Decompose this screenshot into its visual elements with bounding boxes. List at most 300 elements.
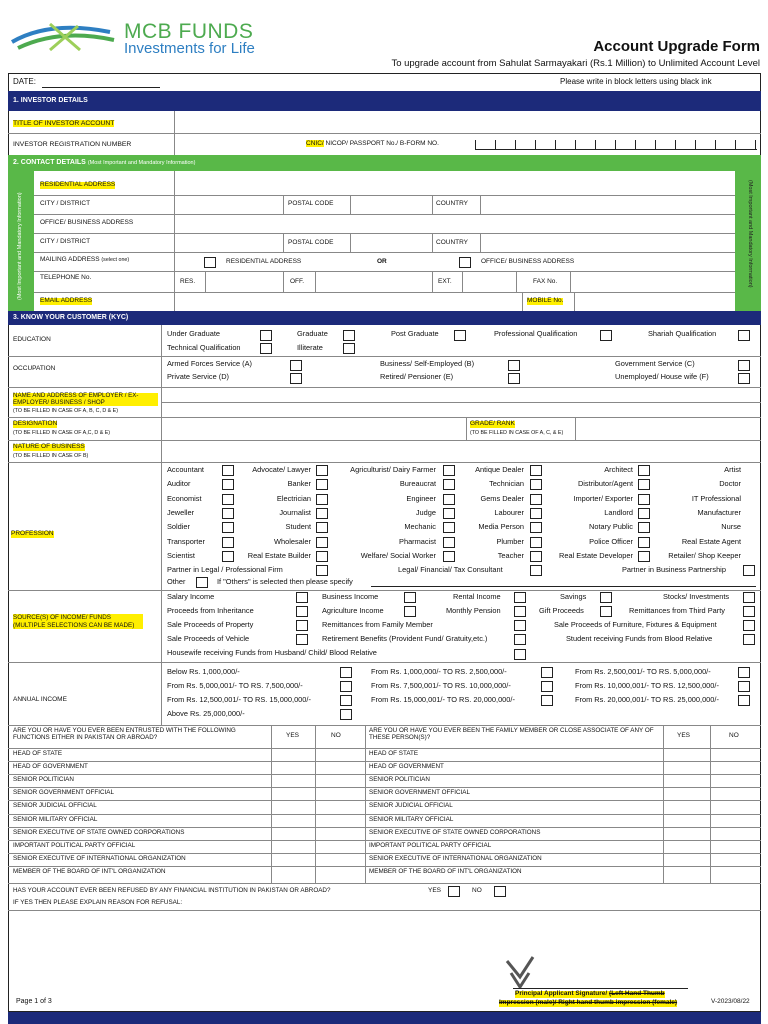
income-checkbox[interactable] [738, 695, 750, 706]
prof-checkbox[interactable] [638, 537, 650, 548]
pep-role: HEAD OF GOVERNMENT [13, 763, 88, 771]
prof-opt: Partner in Legal / Professional Firm [167, 565, 283, 574]
edu-opt: Graduate [297, 329, 328, 338]
prof-checkbox[interactable] [316, 465, 328, 476]
off-label: OFF. [290, 278, 305, 285]
edu-opt: Illiterate [297, 343, 323, 352]
cnic-input-boxes[interactable] [475, 140, 757, 150]
pep-row-divider [8, 748, 761, 749]
income-checkbox[interactable] [738, 681, 750, 692]
edu-opt: Under Graduate [167, 329, 220, 338]
prof-checkbox[interactable] [638, 465, 650, 476]
occ-opt: Business/ Self-Employed (B) [380, 359, 475, 368]
col-divider [516, 271, 517, 292]
source-opt: Remittances from Family Member [322, 620, 433, 629]
source-opt: Sale Proceeds of Vehicle [167, 634, 250, 643]
row-divider [34, 271, 735, 272]
pep-yes-cell[interactable] [272, 854, 314, 865]
ext-label: EXT. [438, 278, 452, 285]
pep-associate-no-cell[interactable] [711, 788, 760, 799]
col-divider [350, 195, 351, 214]
label-col-divider [161, 325, 162, 725]
pep-no-header: NO [331, 732, 341, 739]
pep-associate-no-cell[interactable] [711, 762, 760, 773]
pep-row-divider [8, 814, 761, 815]
prof-checkbox[interactable] [222, 537, 234, 548]
section-contact-details [13, 159, 195, 167]
source-opt: Student receiving Funds from Blood Relative [566, 634, 713, 643]
pep-no-cell[interactable] [316, 841, 364, 852]
nature-note: (TO BE FILLED IN CASE OF B) [13, 453, 89, 459]
pep-associate-yes-cell[interactable] [664, 788, 709, 799]
prof-opt: Real Estate Agent [681, 536, 741, 546]
form-subtitle: To upgrade account from Sahulat Sarmayakari (Rs.1 Million) to Unlimited Account Level [391, 58, 760, 69]
or-label: OR [377, 258, 387, 265]
refused-yes-checkbox[interactable] [448, 886, 460, 897]
refused-no-checkbox[interactable] [494, 886, 506, 897]
prof-checkbox[interactable] [222, 551, 234, 562]
prof-checkbox[interactable] [638, 551, 650, 562]
sources-label: SOURCE(S) OF INCOME/ FUNDS (MULTIPLE SELECTIONS CAN BE MADE) [13, 614, 143, 629]
row-divider [8, 356, 761, 357]
mcb-logo [10, 20, 280, 60]
mailing-address-label [40, 257, 129, 264]
prof-opt: Transporter [167, 536, 205, 546]
source-opt: Savings [560, 592, 587, 601]
prof-opt: Jeweller [167, 507, 195, 517]
prof-opt: Media Person [478, 522, 524, 532]
prof-opt: Manufacturer [697, 507, 741, 517]
prof-opt: Police Officer [589, 536, 633, 546]
prof-opt: Mechanic [404, 522, 436, 532]
residential-address-label: RESIDENTIAL ADDRESS [40, 181, 116, 188]
prof-other-checkbox[interactable] [196, 577, 208, 588]
pep-role-associate: HEAD OF STATE [369, 750, 419, 757]
occ-checkbox[interactable] [738, 360, 750, 371]
prof-opt: Doctor [719, 479, 741, 489]
pep-associate-no-cell[interactable] [711, 815, 760, 826]
pep-role: SENIOR EXECUTIVE OF STATE OWNED CORPORATIONS [13, 828, 185, 836]
source-checkbox[interactable] [743, 620, 755, 631]
prof-checkbox[interactable] [743, 565, 755, 576]
pep-yes-cell[interactable] [272, 749, 314, 760]
prof-opt: Importer/ Exporter [573, 493, 633, 503]
row-divider [34, 292, 735, 293]
edu-checkbox[interactable] [343, 330, 355, 341]
pep-role-associate: MEMBER OF THE BOARD OF INT'L ORGANIZATION [369, 867, 522, 875]
col-divider [283, 271, 284, 292]
prof-opt: Real Estate Developer [559, 550, 633, 560]
prof-opt: Soldier [167, 522, 191, 532]
bottom-bar [8, 1012, 761, 1024]
pep-associate-no-cell[interactable] [711, 775, 760, 786]
source-checkbox[interactable] [743, 592, 755, 603]
col-divider [574, 292, 575, 311]
profession-label: PROFESSION [11, 530, 54, 537]
source-checkbox[interactable] [743, 606, 755, 617]
prof-checkbox[interactable] [638, 508, 650, 519]
source-opt: Sale Proceeds of Property [167, 620, 254, 629]
prof-opt: Plumber [496, 536, 524, 546]
edu-checkbox[interactable] [454, 330, 466, 341]
prof-checkbox[interactable] [530, 494, 542, 505]
prof-checkbox[interactable] [530, 565, 542, 576]
signature-check-icon [505, 955, 535, 989]
source-opt: Housewife receiving Funds from Husband/ Child/ Blood Relative [167, 648, 377, 657]
source-checkbox[interactable] [514, 620, 526, 631]
section-kyc: 3. KNOW YOUR CUSTOMER (KYC) [8, 311, 761, 325]
pep-associate-yes-cell[interactable] [664, 762, 709, 773]
source-opt: Agriculture Income [322, 606, 384, 615]
income-opt: Below Rs. 1,000,000/- [167, 667, 240, 676]
prof-checkbox[interactable] [316, 565, 328, 576]
pep-no-cell[interactable] [316, 788, 364, 799]
mailing-office-checkbox[interactable] [459, 257, 471, 268]
source-checkbox[interactable] [296, 634, 308, 645]
nature-label: NATURE OF BUSINESS [13, 443, 85, 450]
prof-checkbox[interactable] [222, 465, 234, 476]
row-divider [34, 195, 735, 196]
title-of-account-label: TITLE OF INVESTOR ACCOUNT [13, 120, 115, 127]
prof-other: Other [167, 577, 186, 586]
pep-role: SENIOR POLITICIAN [13, 776, 74, 784]
source-checkbox[interactable] [514, 634, 526, 645]
prof-opt: Student [285, 522, 311, 532]
prof-opt: Labourer [494, 507, 524, 517]
occ-checkbox[interactable] [508, 360, 520, 371]
pep-role-associate: HEAD OF GOVERNMENT [369, 763, 444, 771]
row-divider [34, 214, 735, 215]
pep-associate-no-cell[interactable] [711, 828, 760, 839]
pep-no-cell[interactable] [316, 867, 364, 878]
signature-label [515, 991, 665, 998]
pep-role-associate: SENIOR POLITICIAN [369, 776, 430, 784]
edu-checkbox[interactable] [260, 330, 272, 341]
col-divider [350, 233, 351, 252]
prof-checkbox[interactable] [443, 494, 455, 505]
pep-role: MEMBER OF THE BOARD OF INT'L ORGANIZATION [13, 867, 166, 875]
prof-checkbox[interactable] [316, 479, 328, 490]
row-divider [161, 402, 761, 403]
row-divider [8, 387, 761, 388]
row-divider [8, 662, 761, 663]
mailing-residential-checkbox[interactable] [204, 257, 216, 268]
prof-checkbox[interactable] [443, 508, 455, 519]
refused-no-label: NO [472, 887, 482, 894]
telephone-label: TELEPHONE No. [40, 274, 92, 281]
prof-opt: Architect [604, 465, 633, 474]
pep-question-1: ARE YOU OR HAVE YOU EVER BEEN ENTRUSTED WITH THE FOLLOWING FUNCTIONS EITHER IN PAKISTAN OR ABROAD? [13, 727, 236, 741]
income-opt: From Rs. 5,000,001/- TO RS. 7,500,000/- [167, 681, 303, 690]
income-opt: From Rs. 12,500,001/- TO RS. 15,000,000/- [167, 695, 311, 704]
prof-opt: Engineer [406, 493, 436, 503]
edu-checkbox[interactable] [260, 343, 272, 354]
section-investor-details: 1. INVESTOR DETAILS [8, 91, 761, 111]
col-divider [283, 195, 284, 214]
side-note-right: (Most Important and Mandatory Information) [747, 180, 753, 288]
pep-no-cell[interactable] [316, 854, 364, 865]
edu-checkbox[interactable] [738, 330, 750, 341]
pep-yes-cell[interactable] [272, 775, 314, 786]
prof-checkbox[interactable] [443, 522, 455, 533]
source-checkbox[interactable] [600, 592, 612, 603]
mailing-text: MAILING ADDRESS [40, 256, 100, 263]
prof-opt: Journalist [279, 507, 311, 517]
pep-role: IMPORTANT POLITICAL PARTY OFFICIAL [13, 841, 136, 849]
source-checkbox[interactable] [296, 606, 308, 617]
postal-code-label: POSTAL CODE [288, 200, 334, 207]
row-divider [8, 440, 761, 441]
sig-text: Principal Applicant Signature/ [515, 990, 610, 997]
other-specify-field[interactable] [371, 586, 756, 587]
source-checkbox[interactable] [514, 606, 526, 617]
reg-number-label: INVESTOR REGISTRATION NUMBER [13, 141, 132, 148]
prof-checkbox[interactable] [530, 537, 542, 548]
occ-opt: Unemployed/ House wife (F) [615, 372, 709, 381]
pep-associate-no-cell[interactable] [711, 801, 760, 812]
prof-opt: Agriculturist/ Dairy Farmer [350, 465, 436, 474]
col-divider [174, 111, 175, 155]
prof-checkbox[interactable] [638, 494, 650, 505]
prof-opt: Electrician [276, 493, 311, 503]
pep-yes-cell[interactable] [272, 762, 314, 773]
source-opt: Salary Income [167, 592, 215, 601]
source-checkbox[interactable] [514, 649, 526, 660]
mobile-label: MOBILE No. [527, 297, 564, 304]
source-checkbox[interactable] [514, 592, 526, 603]
office-address-label: OFFICE/ BUSINESS ADDRESS [40, 219, 134, 226]
occ-checkbox[interactable] [290, 373, 302, 384]
row-divider [8, 910, 761, 911]
brand-name: MCB FUNDS [124, 20, 254, 43]
occ-checkbox[interactable] [738, 373, 750, 384]
occ-opt: Retired/ Pensioner (E) [380, 372, 454, 381]
prof-checkbox[interactable] [443, 465, 455, 476]
source-opt: Monthly Pension [446, 606, 501, 615]
source-opt: Remittances from Third Party [629, 606, 725, 615]
prof-opt: Partner in Business Partnership [622, 565, 726, 574]
prof-opt: Economist [167, 493, 202, 503]
prof-checkbox[interactable] [222, 479, 234, 490]
prof-opt: Accountant [167, 465, 204, 474]
prof-opt: Legal/ Financial/ Tax Consultant [398, 565, 503, 574]
pep-associate-no-cell[interactable] [711, 867, 760, 878]
pep-row-divider [8, 866, 761, 867]
occ-checkbox[interactable] [508, 373, 520, 384]
pep-role-associate: SENIOR EXECUTIVE OF STATE OWNED CORPORATIONS [369, 828, 541, 836]
pep-associate-yes-cell[interactable] [664, 867, 709, 878]
city-label: CITY / DISTRICT [40, 200, 91, 207]
occ-opt: Private Service (D) [167, 372, 230, 381]
prof-checkbox[interactable] [316, 494, 328, 505]
occ-checkbox[interactable] [290, 360, 302, 371]
col-divider [174, 171, 175, 311]
res-label: RES. [180, 278, 196, 285]
pep-associate-no-cell[interactable] [711, 841, 760, 852]
pep-no-cell[interactable] [316, 749, 364, 760]
row-divider [34, 252, 735, 253]
edu-checkbox[interactable] [343, 343, 355, 354]
pep-row-divider [8, 774, 761, 775]
prof-checkbox[interactable] [530, 465, 542, 476]
income-opt: From Rs. 7,500,001/- TO RS. 10,000,000/- [371, 681, 511, 690]
pep-no-cell[interactable] [316, 762, 364, 773]
row-divider [34, 233, 735, 234]
prof-opt: Welfare/ Social Worker [360, 550, 436, 560]
source-checkbox[interactable] [296, 620, 308, 631]
source-opt: Gift Proceeds [539, 606, 584, 615]
source-opt: Sale Proceeds of Furniture, Fixtures & Equipment [554, 620, 717, 629]
pep-no-cell[interactable] [316, 828, 364, 839]
pep-yes-cell[interactable] [272, 841, 314, 852]
prof-opt: Retailer/ Shop Keeper [668, 550, 741, 560]
prof-checkbox[interactable] [222, 494, 234, 505]
education-label: EDUCATION [13, 336, 51, 343]
city-label-2: CITY / DISTRICT [40, 238, 91, 245]
prof-opt: Notary Public [589, 522, 633, 532]
pep-associate-no-cell[interactable] [711, 854, 760, 865]
prof-checkbox[interactable] [316, 537, 328, 548]
source-checkbox[interactable] [404, 606, 416, 617]
col-divider [570, 271, 571, 292]
prof-checkbox[interactable] [443, 537, 455, 548]
pep-yes-cell[interactable] [272, 801, 314, 812]
income-checkbox[interactable] [340, 695, 352, 706]
source-checkbox[interactable] [743, 634, 755, 645]
employer-label: NAME AND ADDRESS OF EMPLOYER / EX-EMPLOYER/ BUSINESS / SHOP [13, 393, 158, 406]
prof-opt: Real Estate Builder [247, 550, 311, 560]
income-checkbox[interactable] [340, 709, 352, 720]
income-checkbox[interactable] [340, 681, 352, 692]
source-checkbox[interactable] [296, 592, 308, 603]
pep-no-cell[interactable] [316, 815, 364, 826]
pep-associate-yes-cell[interactable] [664, 841, 709, 852]
prof-checkbox[interactable] [316, 508, 328, 519]
prof-checkbox[interactable] [222, 522, 234, 533]
pep-associate-yes-cell[interactable] [664, 828, 709, 839]
instruction: Please write in block letters using black ink [560, 77, 712, 86]
pep-role: SENIOR JUDICIAL OFFICIAL [13, 802, 97, 810]
pep-yes-header-2: YES [677, 732, 691, 739]
prof-opt: Antique Dealer [475, 465, 524, 474]
pep-role: SENIOR MILITARY OFFICIAL [13, 815, 98, 823]
pep-no-cell[interactable] [316, 775, 364, 786]
postal-code-label-2: POSTAL CODE [288, 239, 334, 246]
prof-opt: Judge [415, 507, 436, 517]
fax-label: FAX No. [533, 278, 558, 285]
row-divider [8, 462, 761, 463]
pep-associate-yes-cell[interactable] [664, 801, 709, 812]
col-divider [462, 271, 463, 292]
prof-checkbox[interactable] [443, 551, 455, 562]
prof-checkbox[interactable] [316, 551, 328, 562]
pep-row-divider [8, 761, 761, 762]
page-number: Page 1 of 3 [16, 998, 52, 1005]
prof-checkbox[interactable] [530, 479, 542, 490]
refused-reason-label: IF YES THEN PLEASE EXPLAIN REASON FOR REFUSAL: [13, 899, 183, 906]
prof-checkbox[interactable] [530, 551, 542, 562]
prof-opt: Scientist [167, 550, 195, 560]
income-checkbox[interactable] [738, 667, 750, 678]
prof-checkbox[interactable] [638, 479, 650, 490]
pep-yes-cell[interactable] [272, 828, 314, 839]
edu-opt: Shariah Qualification [648, 329, 717, 338]
income-checkbox[interactable] [340, 667, 352, 678]
logo-swoosh-icon [10, 20, 120, 54]
prof-opt: Artist [724, 465, 741, 474]
prof-checkbox[interactable] [316, 522, 328, 533]
prof-opt: Auditor [167, 479, 191, 489]
source-opt: Retirement Benefits (Provident Fund/ Gratuity,etc.) [322, 634, 488, 643]
col-divider [432, 195, 433, 214]
signature-line[interactable] [513, 988, 688, 989]
income-opt: From Rs. 10,000,001/- TO RS. 12,500,000/- [575, 681, 719, 690]
pep-role-associate: SENIOR JUDICIAL OFFICIAL [369, 802, 453, 810]
grade-label: GRADE/ RANK [470, 420, 515, 427]
date-field[interactable] [42, 87, 160, 88]
source-checkbox[interactable] [600, 606, 612, 617]
pep-role: HEAD OF STATE [13, 750, 63, 757]
source-checkbox[interactable] [404, 592, 416, 603]
col-divider [480, 233, 481, 252]
prof-opt: Advocate/ Lawyer [252, 465, 311, 474]
prof-opt: Gems Dealer [480, 493, 524, 503]
pep-associate-yes-cell[interactable] [664, 854, 709, 865]
prof-checkbox[interactable] [222, 508, 234, 519]
row-divider [8, 133, 761, 134]
prof-checkbox[interactable] [443, 479, 455, 490]
prof-opt: Wholesaler [274, 536, 311, 546]
pep-question-2: ARE YOU OR HAVE YOU EVER BEEN THE FAMILY MEMBER OR CLOSE ASSOCIATE OF ANY OF THESE PERSON(S)? [369, 727, 654, 741]
sig-struck: (Left Hand Thumb [609, 990, 665, 997]
col-divider [575, 417, 576, 440]
source-opt: Business Income [322, 592, 379, 601]
pep-associate-yes-cell[interactable] [664, 749, 709, 760]
pep-associate-no-cell[interactable] [711, 749, 760, 760]
edu-checkbox[interactable] [600, 330, 612, 341]
cnic-label [306, 141, 439, 148]
pep-yes-cell[interactable] [272, 815, 314, 826]
cnic-highlight: CNIC/ [306, 140, 324, 147]
country-label-2: COUNTRY [436, 239, 469, 246]
mailing-residential-label: RESIDENTIAL ADDRESS [226, 258, 302, 265]
occupation-label: OCCUPATION [13, 365, 56, 372]
annual-income-label: ANNUAL INCOME [13, 696, 67, 703]
contact-details-title: 2. CONTACT DETAILS [13, 159, 86, 166]
prof-other-note: If "Others" is selected then please specify [217, 577, 353, 586]
income-checkbox[interactable] [541, 681, 553, 692]
income-checkbox[interactable] [541, 667, 553, 678]
side-note-left: (Most Important and Mandatory Information) [17, 192, 23, 300]
prof-checkbox[interactable] [530, 508, 542, 519]
prof-checkbox[interactable] [638, 522, 650, 533]
date-label: DATE: [13, 77, 36, 86]
pep-no-cell[interactable] [316, 801, 364, 812]
row-divider [8, 417, 761, 418]
row-divider [8, 883, 761, 884]
prof-checkbox[interactable] [530, 522, 542, 533]
pep-associate-yes-cell[interactable] [664, 815, 709, 826]
designation-label: DESIGNATION [13, 420, 58, 427]
pep-yes-cell[interactable] [272, 788, 314, 799]
income-checkbox[interactable] [541, 695, 553, 706]
edu-opt: Post Graduate [391, 329, 439, 338]
pep-yes-cell[interactable] [272, 867, 314, 878]
pep-associate-yes-cell[interactable] [664, 775, 709, 786]
pep-row-divider [8, 853, 761, 854]
source-opt: Proceeds from Inheritance [167, 606, 254, 615]
contact-details-note: (Most Important and Mandatory Information) [87, 160, 196, 166]
